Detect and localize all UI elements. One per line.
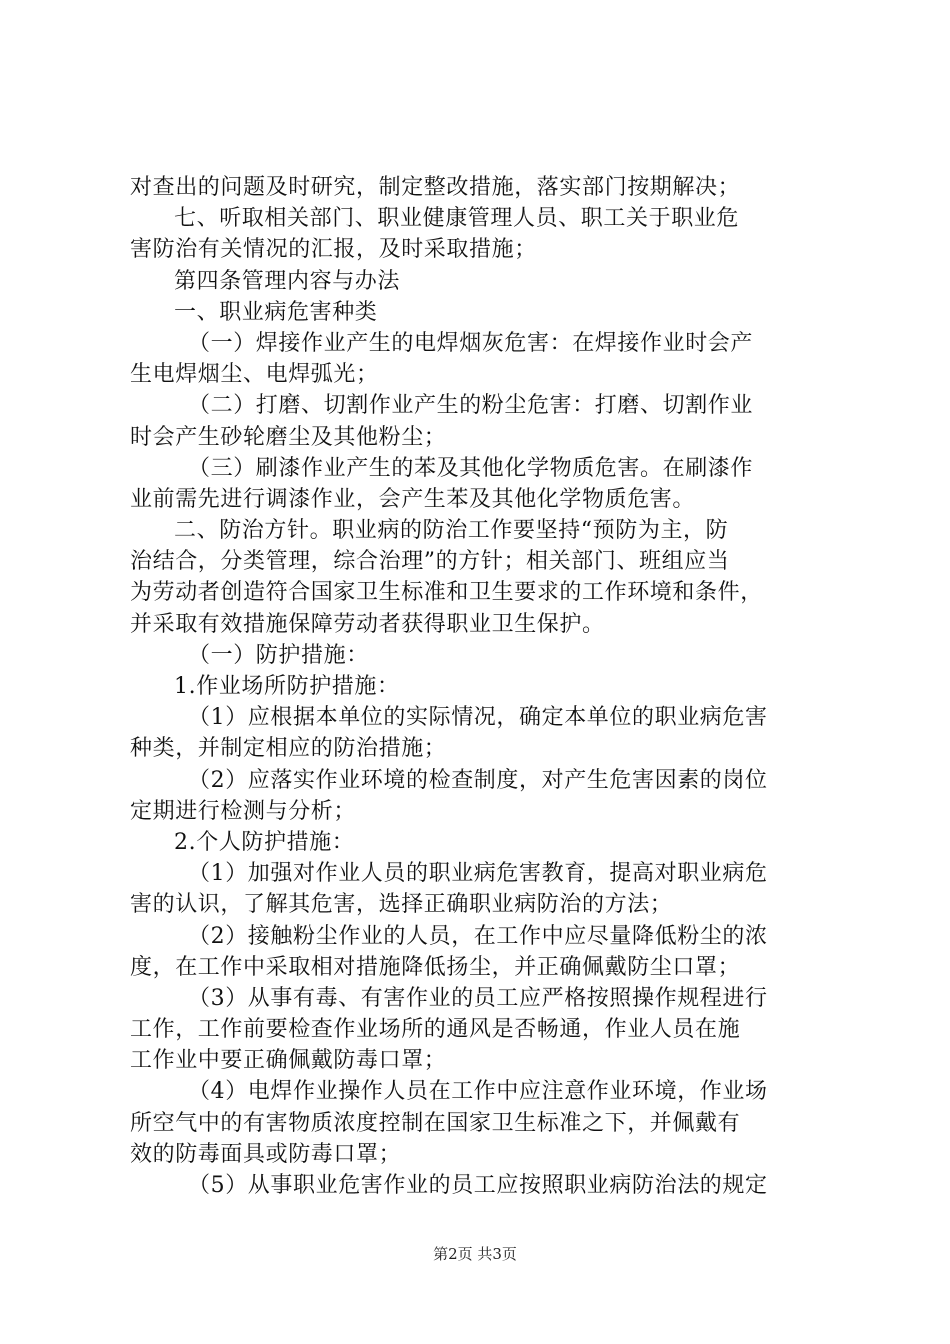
text-line: （一）焊接作业产生的电焊烟灰危害：在焊接作业时会产	[188, 330, 754, 356]
text-line: 害防治有关情况的汇报，及时采取措施；	[130, 237, 537, 263]
text-line: 所空气中的有害物质浓度控制在国家卫生标准之下，并佩戴有	[130, 1110, 741, 1136]
text-line: （2）接触粉尘作业的人员，在工作中应尽量降低粉尘的浓	[188, 923, 768, 949]
text-line: 治结合，分类管理，综合治理”的方针；相关部门、班组应当	[130, 549, 730, 575]
text-line: 害的认识，了解其危害，选择正确职业病防治的方法；	[130, 892, 673, 918]
text-line: 业前需先进行调漆作业，会产生苯及其他化学物质危害。	[130, 486, 696, 512]
text-line: 工作业中要正确佩戴防毒口罩；	[130, 1048, 447, 1074]
text-line: 种类，并制定相应的防治措施；	[130, 736, 447, 762]
text-line: （一）防护措施：	[188, 642, 369, 668]
text-line: 生电焊烟尘、电焊弧光；	[130, 362, 379, 388]
text-line: （2）应落实作业环境的检查制度，对产生危害因素的岗位	[188, 767, 768, 793]
text-line: 并采取有效措施保障劳动者获得职业卫生保护。	[130, 611, 605, 637]
text-line: 时会产生砂轮磨尘及其他粉尘；	[130, 424, 447, 450]
text-line: 定期进行检测与分析；	[130, 798, 357, 824]
text-line: 七、听取相关部门、职业健康管理人员、职工关于职业危	[174, 206, 740, 232]
text-line: 一、职业病危害种类	[174, 299, 378, 325]
text-line: （3）从事有毒、有害作业的员工应严格按照操作规程进行	[188, 985, 768, 1011]
text-line: 第四条管理内容与办法	[174, 268, 401, 294]
text-line: （1）应根据本单位的实际情况，确定本单位的职业病危害	[188, 705, 768, 731]
text-line: 2.个人防护措施：	[174, 829, 355, 855]
text-line: 效的防毒面具或防毒口罩；	[130, 1141, 402, 1167]
document-body	[130, 172, 830, 1201]
text-line: 二、防治方针。职业病的防治工作要坚持“预防为主，防	[174, 518, 729, 544]
text-line: 对查出的问题及时研究，制定整改措施，落实部门按期解决；	[130, 175, 741, 200]
page-footer	[0, 1243, 950, 1264]
text-line: （二）打磨、切割作业产生的粉尘危害：打磨、切割作业	[188, 393, 754, 419]
text-line: 1.作业场所防护措施：	[174, 674, 400, 699]
text-line: （5）从事职业危害作业的员工应按照职业病防治法的规定	[188, 1173, 768, 1198]
text-line: （三）刷漆作业产生的苯及其他化学物质危害。在刷漆作	[188, 455, 754, 481]
text-line: （4）电焊作业操作人员在工作中应注意作业环境，作业场	[188, 1079, 768, 1105]
text-line: 度，在工作中采取相对措施降低扬尘，并正确佩戴防尘口罩；	[130, 954, 741, 980]
text-line: 为劳动者创造符合国家卫生标准和卫生要求的工作环境和条件，	[130, 580, 763, 606]
page-number-label: 第2页 共3页	[433, 1245, 517, 1263]
text-line: （1）加强对作业人员的职业病危害教育，提高对职业病危	[188, 861, 768, 887]
text-line: 工作，工作前要检查作业场所的通风是否畅通，作业人员在施	[130, 1017, 741, 1043]
